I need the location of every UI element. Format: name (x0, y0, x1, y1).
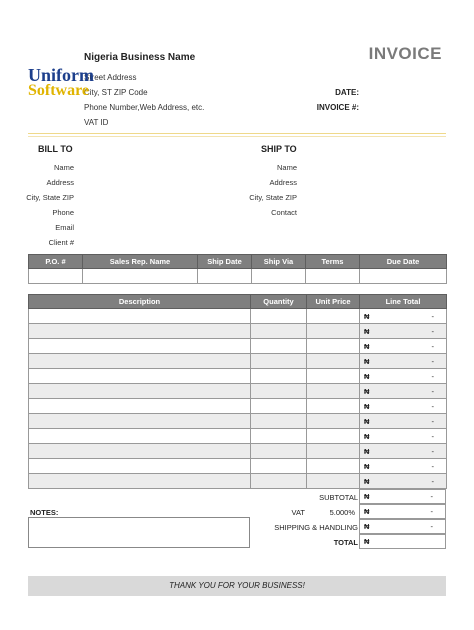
company-name: Nigeria Business Name (84, 52, 196, 63)
logo-text-uniform: Uniform (28, 65, 94, 85)
col-quantity: Quantity (251, 295, 307, 309)
quantity-cell[interactable] (251, 429, 307, 444)
quantity-cell[interactable] (251, 384, 307, 399)
line-total-cell (360, 444, 447, 459)
invoice-number-label: INVOICE #: (316, 103, 359, 112)
description-cell[interactable] (29, 339, 251, 354)
subtotal-value (359, 489, 446, 504)
line-total-cell (360, 399, 447, 414)
table-row (29, 429, 447, 444)
unit-price-cell[interactable] (307, 309, 360, 324)
line-total-cell (360, 459, 447, 474)
line-total-amount: - (431, 416, 434, 426)
vat-amount: - (430, 507, 433, 516)
currency-symbol: ₦ (364, 522, 370, 531)
unit-price-cell[interactable] (307, 354, 360, 369)
line-total-amount: - (431, 386, 434, 396)
description-cell[interactable] (29, 459, 251, 474)
unit-price-cell[interactable] (307, 339, 360, 354)
col-due-date: Due Date (360, 255, 447, 269)
bill-to-title: BILL TO (38, 144, 73, 154)
ship-date-cell[interactable] (198, 269, 252, 284)
invoice-title: INVOICE (368, 44, 442, 63)
line-total-amount: - (431, 356, 434, 366)
col-terms: Terms (306, 255, 360, 269)
currency-symbol: ₦ (364, 326, 370, 336)
ship-to-title: SHIP TO (261, 144, 297, 154)
col-line-total: Line Total (360, 295, 447, 309)
total-value (359, 534, 446, 549)
thank-you-footer: THANK YOU FOR YOUR BUSINESS! (28, 576, 446, 596)
line-total-amount: - (431, 431, 434, 441)
description-cell[interactable] (29, 399, 251, 414)
table-row (29, 474, 447, 489)
line-total-amount: - (431, 446, 434, 456)
line-total-amount: - (431, 476, 434, 486)
shipping-value[interactable] (359, 519, 446, 534)
currency-symbol: ₦ (364, 461, 370, 471)
vat-value (359, 504, 446, 519)
ship-via-cell[interactable] (252, 269, 306, 284)
quantity-cell[interactable] (251, 369, 307, 384)
table-row (29, 459, 447, 474)
divider-rule-bottom (28, 136, 446, 137)
description-cell[interactable] (29, 309, 251, 324)
unit-price-cell[interactable] (307, 414, 360, 429)
col-ship-date: Ship Date (198, 255, 252, 269)
table-row (29, 339, 447, 354)
line-total-cell (360, 354, 447, 369)
unit-price-cell[interactable] (307, 459, 360, 474)
unit-price-cell[interactable] (307, 324, 360, 339)
currency-symbol: ₦ (364, 431, 370, 441)
line-total-cell (360, 339, 447, 354)
ship-to-contact-label: Contact (271, 208, 297, 217)
bill-to-email-label: Email (55, 223, 74, 232)
line-total-cell (360, 324, 447, 339)
description-cell[interactable] (29, 354, 251, 369)
unit-price-cell[interactable] (307, 369, 360, 384)
quantity-cell[interactable] (251, 339, 307, 354)
col-unit-price: Unit Price (307, 295, 360, 309)
table-row (29, 384, 447, 399)
unit-price-cell[interactable] (307, 474, 360, 489)
table-row (29, 324, 447, 339)
description-cell[interactable] (29, 429, 251, 444)
table-row (29, 354, 447, 369)
quantity-cell[interactable] (251, 474, 307, 489)
unit-price-cell[interactable] (307, 399, 360, 414)
company-logo (28, 65, 94, 100)
quantity-cell[interactable] (251, 444, 307, 459)
line-total-amount: - (431, 371, 434, 381)
quantity-cell[interactable] (251, 309, 307, 324)
unit-price-cell[interactable] (307, 429, 360, 444)
currency-symbol: ₦ (364, 341, 370, 351)
description-cell[interactable] (29, 444, 251, 459)
order-info-table (28, 254, 447, 284)
currency-symbol: ₦ (364, 492, 370, 501)
line-total-cell (360, 429, 447, 444)
quantity-cell[interactable] (251, 414, 307, 429)
currency-symbol: ₦ (364, 401, 370, 411)
company-street: Street Address (84, 73, 137, 82)
table-row (29, 369, 447, 384)
vat-label: VAT (291, 508, 305, 517)
date-label: DATE: (335, 88, 359, 97)
quantity-cell[interactable] (251, 399, 307, 414)
sales-rep-cell[interactable] (83, 269, 198, 284)
description-cell[interactable] (29, 474, 251, 489)
currency-symbol: ₦ (364, 416, 370, 426)
quantity-cell[interactable] (251, 324, 307, 339)
line-total-cell (360, 414, 447, 429)
currency-symbol: ₦ (364, 476, 370, 486)
company-vat: VAT ID (84, 118, 109, 127)
unit-price-cell[interactable] (307, 384, 360, 399)
table-row (29, 399, 447, 414)
currency-symbol: ₦ (364, 356, 370, 366)
line-total-cell (360, 309, 447, 324)
total-label: TOTAL (333, 538, 358, 547)
bill-to-client-label: Client # (48, 238, 74, 247)
col-po-number: P.O. # (29, 255, 83, 269)
description-cell[interactable] (29, 324, 251, 339)
currency-symbol: ₦ (364, 386, 370, 396)
currency-symbol: ₦ (364, 311, 370, 321)
shipping-amount: - (430, 522, 433, 531)
logo-text-software: Software (28, 82, 90, 99)
line-total-amount: - (431, 401, 434, 411)
table-row (29, 414, 447, 429)
line-total-amount: - (431, 341, 434, 351)
col-ship-via: Ship Via (252, 255, 306, 269)
description-cell[interactable] (29, 414, 251, 429)
ship-to-address-label: Address (269, 178, 297, 187)
currency-symbol: ₦ (364, 507, 370, 516)
col-description: Description (29, 295, 251, 309)
line-total-amount: - (431, 461, 434, 471)
due-date-cell[interactable] (360, 269, 447, 284)
ship-to-name-label: Name (276, 163, 297, 172)
subtotal-amount: - (430, 492, 433, 501)
notes-box[interactable] (28, 517, 250, 548)
bill-to-phone-label: Phone (52, 208, 74, 217)
bill-to-city-label: City, State ZIP (26, 193, 74, 202)
line-total-amount: - (431, 326, 434, 336)
line-total-amount: - (431, 311, 434, 321)
terms-cell[interactable] (306, 269, 360, 284)
description-cell[interactable] (29, 369, 251, 384)
currency-symbol: ₦ (364, 371, 370, 381)
currency-symbol: ₦ (364, 446, 370, 456)
vat-rate[interactable]: 5.000% (329, 508, 355, 517)
company-contact: Phone Number,Web Address, etc. (84, 103, 205, 112)
col-sales-rep: Sales Rep. Name (83, 255, 198, 269)
quantity-cell[interactable] (251, 354, 307, 369)
bill-to-name-label: Name (53, 163, 74, 172)
table-row (29, 309, 447, 324)
po-number-cell[interactable] (29, 269, 83, 284)
unit-price-cell[interactable] (307, 444, 360, 459)
currency-symbol: ₦ (364, 537, 370, 546)
description-cell[interactable] (29, 384, 251, 399)
shipping-label: SHIPPING & HANDLING (274, 523, 358, 532)
subtotal-label: SUBTOTAL (319, 493, 358, 502)
divider-rule-top (28, 133, 446, 134)
line-total-cell (360, 369, 447, 384)
company-city: City, ST ZIP Code (84, 88, 148, 97)
line-total-cell (360, 384, 447, 399)
line-items-table (28, 294, 447, 489)
table-row (29, 444, 447, 459)
bill-to-address-label: Address (46, 178, 74, 187)
line-total-cell (360, 474, 447, 489)
ship-to-city-label: City, State ZIP (249, 193, 297, 202)
notes-label: NOTES: (30, 508, 59, 517)
quantity-cell[interactable] (251, 459, 307, 474)
